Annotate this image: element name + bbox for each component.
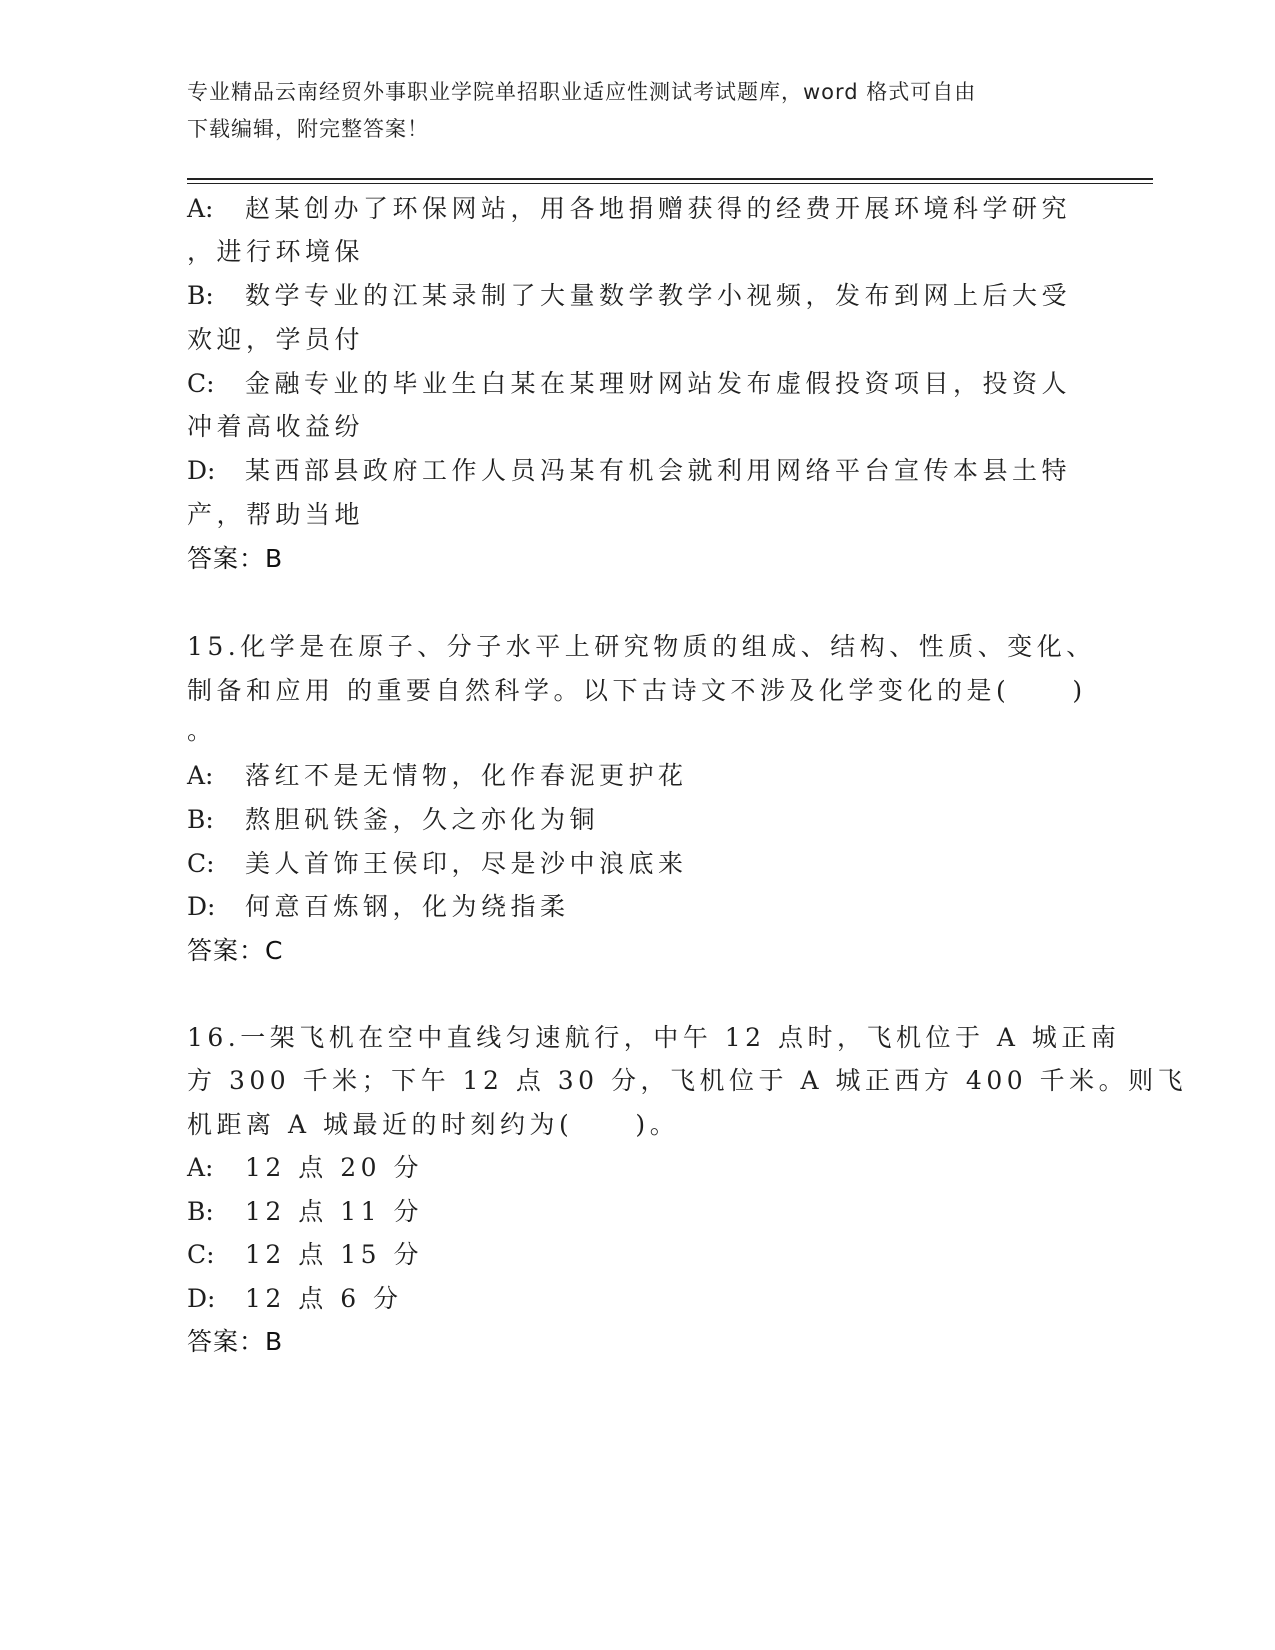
q15-option-a: [187, 761, 688, 791]
header-rule-thick: [187, 178, 1153, 180]
header-rule-thin: [187, 183, 1153, 184]
option-letter: D:: [187, 892, 216, 921]
option-text: 金融专业的毕业生白某在某理财网站发布虚假投资项目，投资人: [245, 369, 1072, 398]
option-letter: D:: [187, 1284, 216, 1313]
option-text: 赵某创办了环保网站，用各地捐赠获得的经费开展环境科学研究: [245, 194, 1072, 223]
header-line-1: 专业精品云南经贸外事职业学院单招职业适应性测试考试题库，word 格式可自由: [187, 80, 977, 104]
option-text: 某西部县政府工作人员冯某有机会就利用网络平台宣传本县土特: [245, 456, 1072, 485]
option-text: 落红不是无情物，化作春泥更护花: [245, 761, 688, 790]
option-text: 12 点 11 分: [245, 1197, 423, 1226]
q15-option-c: [187, 849, 688, 879]
q15-answer: 答案：C: [187, 936, 284, 965]
q14-option-d: [187, 456, 1071, 486]
option-text: 美人首饰王侯印，尽是沙中浪底来: [245, 849, 688, 878]
q14-answer: 答案：B: [187, 544, 284, 573]
option-letter: B:: [187, 1197, 214, 1226]
header-line-2: 下载编辑，附完整答案！: [187, 117, 429, 141]
q16-stem-line-2: 方 300 千米；下午 12 点 30 分，飞机位于 A 城正西方 400 千米。则飞: [187, 1066, 1188, 1095]
q14-option-b-cont: 欢迎，学员付: [187, 325, 365, 354]
option-letter: B:: [187, 805, 214, 834]
q16-option-c: [187, 1240, 423, 1270]
q16-stem-line-1: 16.一架飞机在空中直线匀速航行，中午 12 点时，飞机位于 A 城正南: [187, 1023, 1121, 1052]
q14-option-c-cont: 冲着高收益纷: [187, 412, 365, 441]
option-text: 何意百炼钢，化为绕指柔: [245, 892, 570, 921]
document-header: [187, 74, 1067, 148]
q15-option-b: [187, 805, 599, 835]
option-text: 12 点 20 分: [245, 1153, 423, 1182]
option-letter: A:: [187, 1153, 214, 1182]
option-letter: D:: [187, 456, 216, 485]
q15-stem-line-2: 制备和应用 的重要自然科学。以下古诗文不涉及化学变化的是( ): [187, 676, 1087, 705]
q16-option-b: [187, 1197, 423, 1227]
q15-stem-line-3: 。: [187, 716, 217, 745]
q16-stem-line-3: 机距离 A 城最近的时刻约为( )。: [187, 1110, 680, 1139]
q14-option-d-cont: 产，帮助当地: [187, 500, 365, 529]
q16-option-a: [187, 1153, 423, 1183]
option-letter: B:: [187, 281, 214, 310]
q14-option-b: [187, 281, 1071, 311]
option-text: 数学专业的江某录制了大量数学教学小视频，发布到网上后大受: [245, 281, 1072, 310]
q14-option-a: [187, 194, 1071, 224]
option-letter: C:: [187, 849, 215, 878]
option-text: 12 点 15 分: [245, 1240, 423, 1269]
q14-option-a-cont: ，进行环境保: [187, 237, 365, 266]
q15-stem-line-1: 15.化学是在原子、分子水平上研究物质的组成、结构、性质、变化、: [187, 632, 1096, 661]
option-text: 12 点 6 分: [245, 1284, 403, 1313]
q16-option-d: [187, 1284, 403, 1314]
q16-answer: 答案：B: [187, 1327, 284, 1356]
q14-option-c: [187, 369, 1071, 399]
q15-option-d: [187, 892, 570, 922]
option-letter: C:: [187, 369, 215, 398]
option-text: 熬胆矾铁釜，久之亦化为铜: [245, 805, 600, 834]
option-letter: C:: [187, 1240, 215, 1269]
option-letter: A:: [187, 194, 214, 223]
option-letter: A:: [187, 761, 214, 790]
